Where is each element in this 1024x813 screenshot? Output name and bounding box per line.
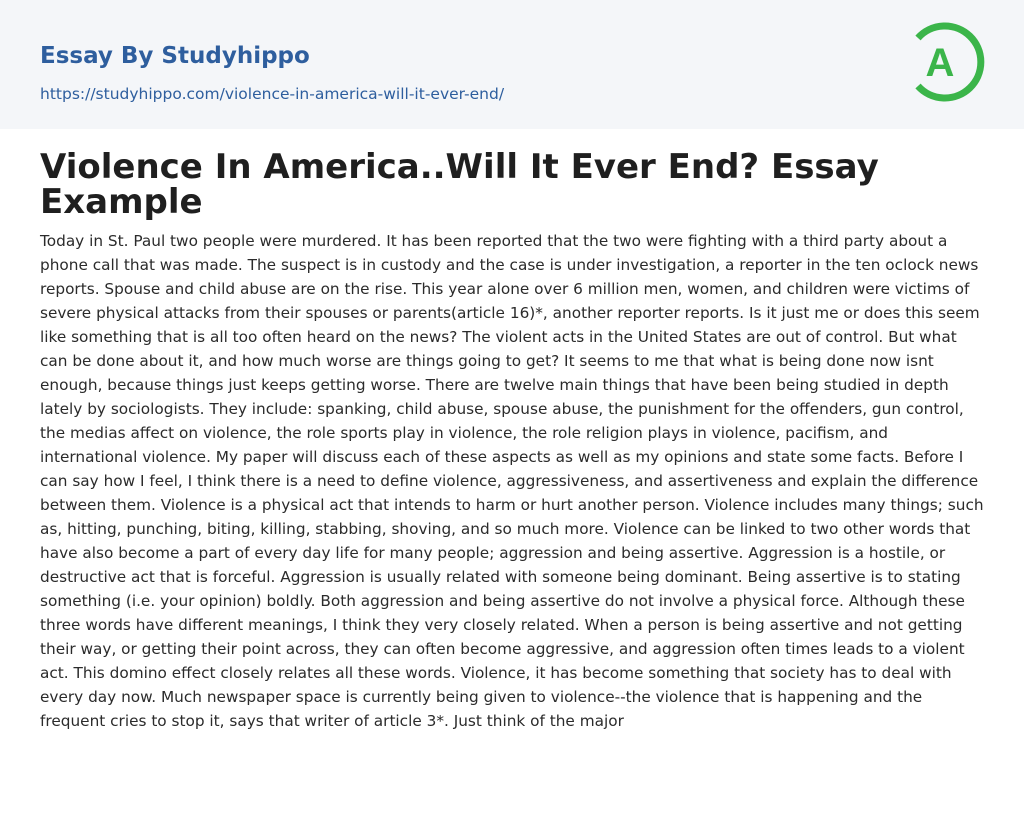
- source-url-link[interactable]: https://studyhippo.com/violence-in-america-will-it-ever-end/: [40, 85, 505, 103]
- site-brand[interactable]: Essay By Studyhippo: [40, 43, 310, 69]
- studyhippo-logo-icon[interactable]: [912, 19, 986, 105]
- essay-body: Today in St. Paul two people were murdered. It has been reported that the two were fighting with a third party about a phone call that was made. The suspect is in custody and the case is under investigation, a reporter in the ten oclock news reports. Spouse and child abuse are on the rise. This year alone over 6 million men, women, and children were victims of severe physical attacks from their spouses or parents(article 16)*, another reporter reports. Is it just me or does this seem like something that is all too often heard on the news? The violent acts in the United States are out of control. But what can be done about it, and how much worse are things going to get? It seems to me that what is being done now isnt enough, because things just keeps getting worse. There are twelve main things that have been being studied in depth lately by sociologists. They include: spanking, child abuse, spouse abuse, the punishment for the offenders, gun control, the medias affect on violence, the role sports play in violence, the role religion plays in violence, pacifism, and international violence. My paper will discuss each of these aspects as well as my opinions and state some facts. Before I can say how I feel, I think there is a need to define violence, aggressiveness, and assertiveness and explain the difference between them. Violence is a physical act that intends to harm or hurt another person. Violence includes many things; such as, hitting, punching, biting, killing, stabbing, shoving, and so much more. Violence can be linked to two other words that have also become a part of every day life for many people; aggression and being assertive. Aggression is a hostile, or destructive act that is forceful. Aggression is usually related with someone being dominant. Being assertive is to stating something (i.e. your opinion) boldly. Both aggression and being assertive do not involve a physical force. Although these three words have different meanings, I think they very closely related. When a person is being assertive and not getting their way, or getting their point across, they can often become aggressive, and aggression often times leads to a violent act. This domino effect closely relates all these words. Violence, it has become something that society has to deal with every day now. Much newspaper space is currently being given to violence--the violence that is happening and the frequent cries to stop it, says that writer of article 3*. Just think of the major: [40, 232, 984, 730]
- site-header: [0, 0, 1024, 129]
- logo-letter: A: [925, 41, 955, 85]
- page-title: Violence In America..Will It Ever End? Essay Example: [40, 147, 879, 222]
